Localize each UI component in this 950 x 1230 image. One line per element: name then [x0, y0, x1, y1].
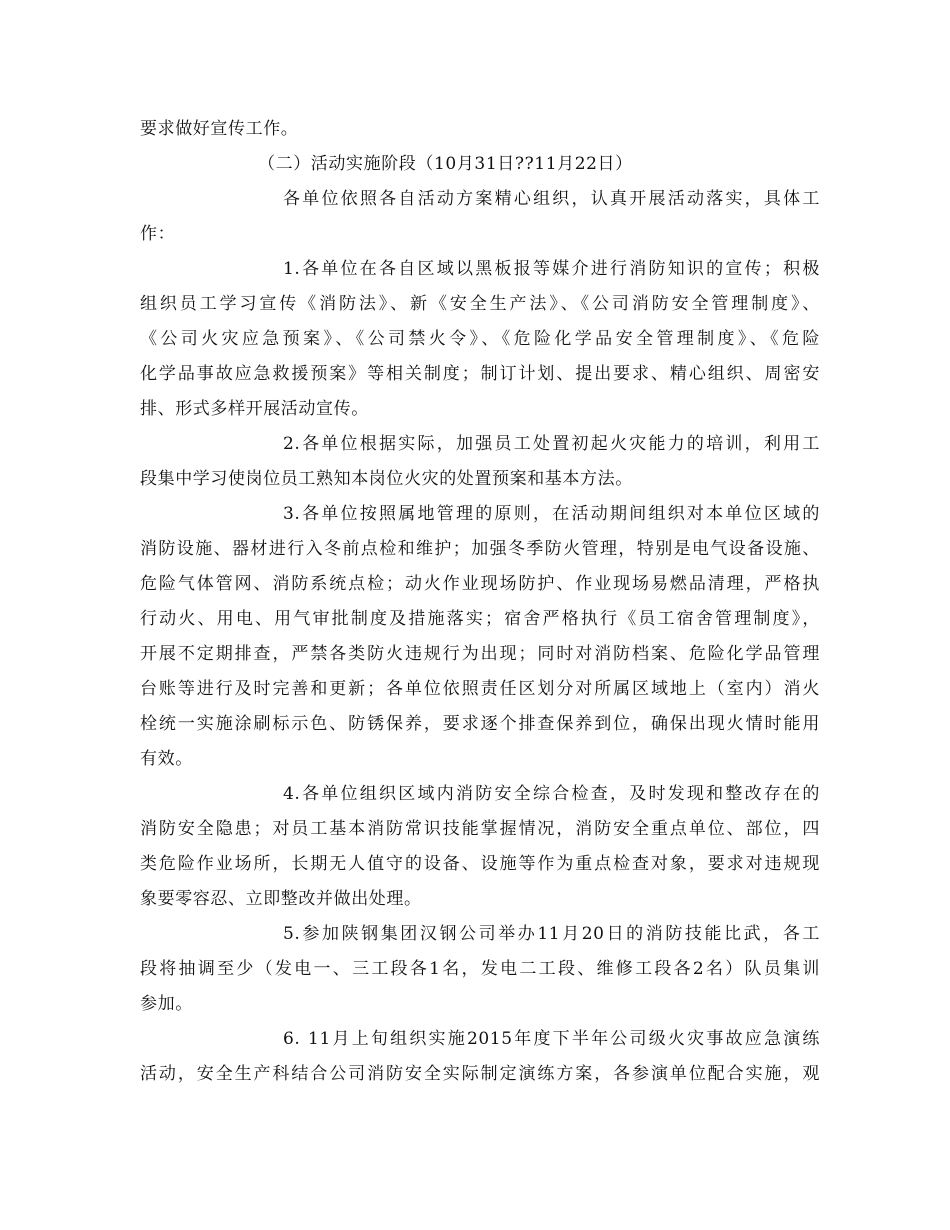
text-line: 行动火、用电、用气审批制度及措施落实；宿舍严格执行《员工宿舍管理制度》， — [140, 609, 820, 629]
text-line: 活动，安全生产科结合公司消防安全实际制定演练方案，各参演单位配合实施，观 — [140, 1064, 820, 1084]
text-line: 有效。 — [140, 749, 193, 769]
text-line: 各单位依照各自活动方案精心组织，认真开展活动落实，具体工 — [283, 189, 820, 209]
list-item-1-line: 1.各单位在各自区域以黑板报等媒介进行消防知识的宣传；积极 — [283, 259, 820, 279]
text-line: 段集中学习使岗位员工熟知本岗位火灾的处置预案和基本方法。 — [140, 469, 633, 489]
text-line: 消防设施、器材进行入冬前点检和维护；加强冬季防火管理，特别是电气设备设施、 — [140, 539, 820, 559]
text-line: 化学品事故应急救援预案》等相关制度；制订计划、提出要求、精心组织、周密安 — [140, 364, 820, 384]
text-line: 消防安全隐患；对员工基本消防常识技能掌握情况，消防安全重点单位、部位，四 — [140, 819, 820, 839]
text-line: 要求做好宣传工作。 — [140, 119, 299, 139]
section-heading: （二）活动实施阶段（10月31日??11月22日） — [258, 154, 633, 174]
text-line: 作： — [140, 224, 176, 244]
text-line: 台账等进行及时完善和更新；各单位依照责任区划分对所属区域地上（室内）消火 — [140, 679, 820, 699]
text-line: 危险气体管网、消防系统点检；动火作业现场防护、作业现场易燃品清理，严格执 — [140, 574, 820, 594]
text-line: 排、形式多样开展活动宣传。 — [140, 399, 369, 419]
text-line: 栓统一实施涂刷标示色、防锈保养，要求逐个排查保养到位，确保出现火情时能用 — [140, 714, 820, 734]
text-line: 组织员工学习宣传《消防法》、新《安全生产法》、《公司消防安全管理制度》、 — [140, 294, 820, 314]
text-line: 开展不定期排查，严禁各类防火违规行为出现；同时对消防档案、危险化学品管理 — [140, 644, 820, 664]
list-item-5-line: 5.参加陕钢集团汉钢公司举办11月20日的消防技能比武，各工 — [283, 924, 820, 944]
list-item-6-line: 6. 11月上旬组织实施2015年度下半年公司级火灾事故应急演练 — [283, 1029, 820, 1049]
text-line: 象要零容忍、立即整改并做出处理。 — [140, 889, 422, 909]
list-item-4-line: 4.各单位组织区域内消防安全综合检查，及时发现和整改存在的 — [283, 784, 820, 804]
text-line: 段将抽调至少（发电一、三工段各1名，发电二工段、维修工段各2名）队员集训 — [140, 959, 820, 979]
list-item-3-line: 3.各单位按照属地管理的原则，在活动期间组织对本单位区域的 — [283, 504, 820, 524]
text-line: 类危险作业场所，长期无人值守的设备、设施等作为重点检查对象，要求对违规现 — [140, 854, 820, 874]
text-line: 参加。 — [140, 994, 193, 1014]
text-line: 《公司火灾应急预案》、《公司禁火令》、《危险化学品安全管理制度》、《危险 — [140, 329, 820, 349]
list-item-2-line: 2.各单位根据实际，加强员工处置初起火灾能力的培训，利用工 — [283, 434, 820, 454]
